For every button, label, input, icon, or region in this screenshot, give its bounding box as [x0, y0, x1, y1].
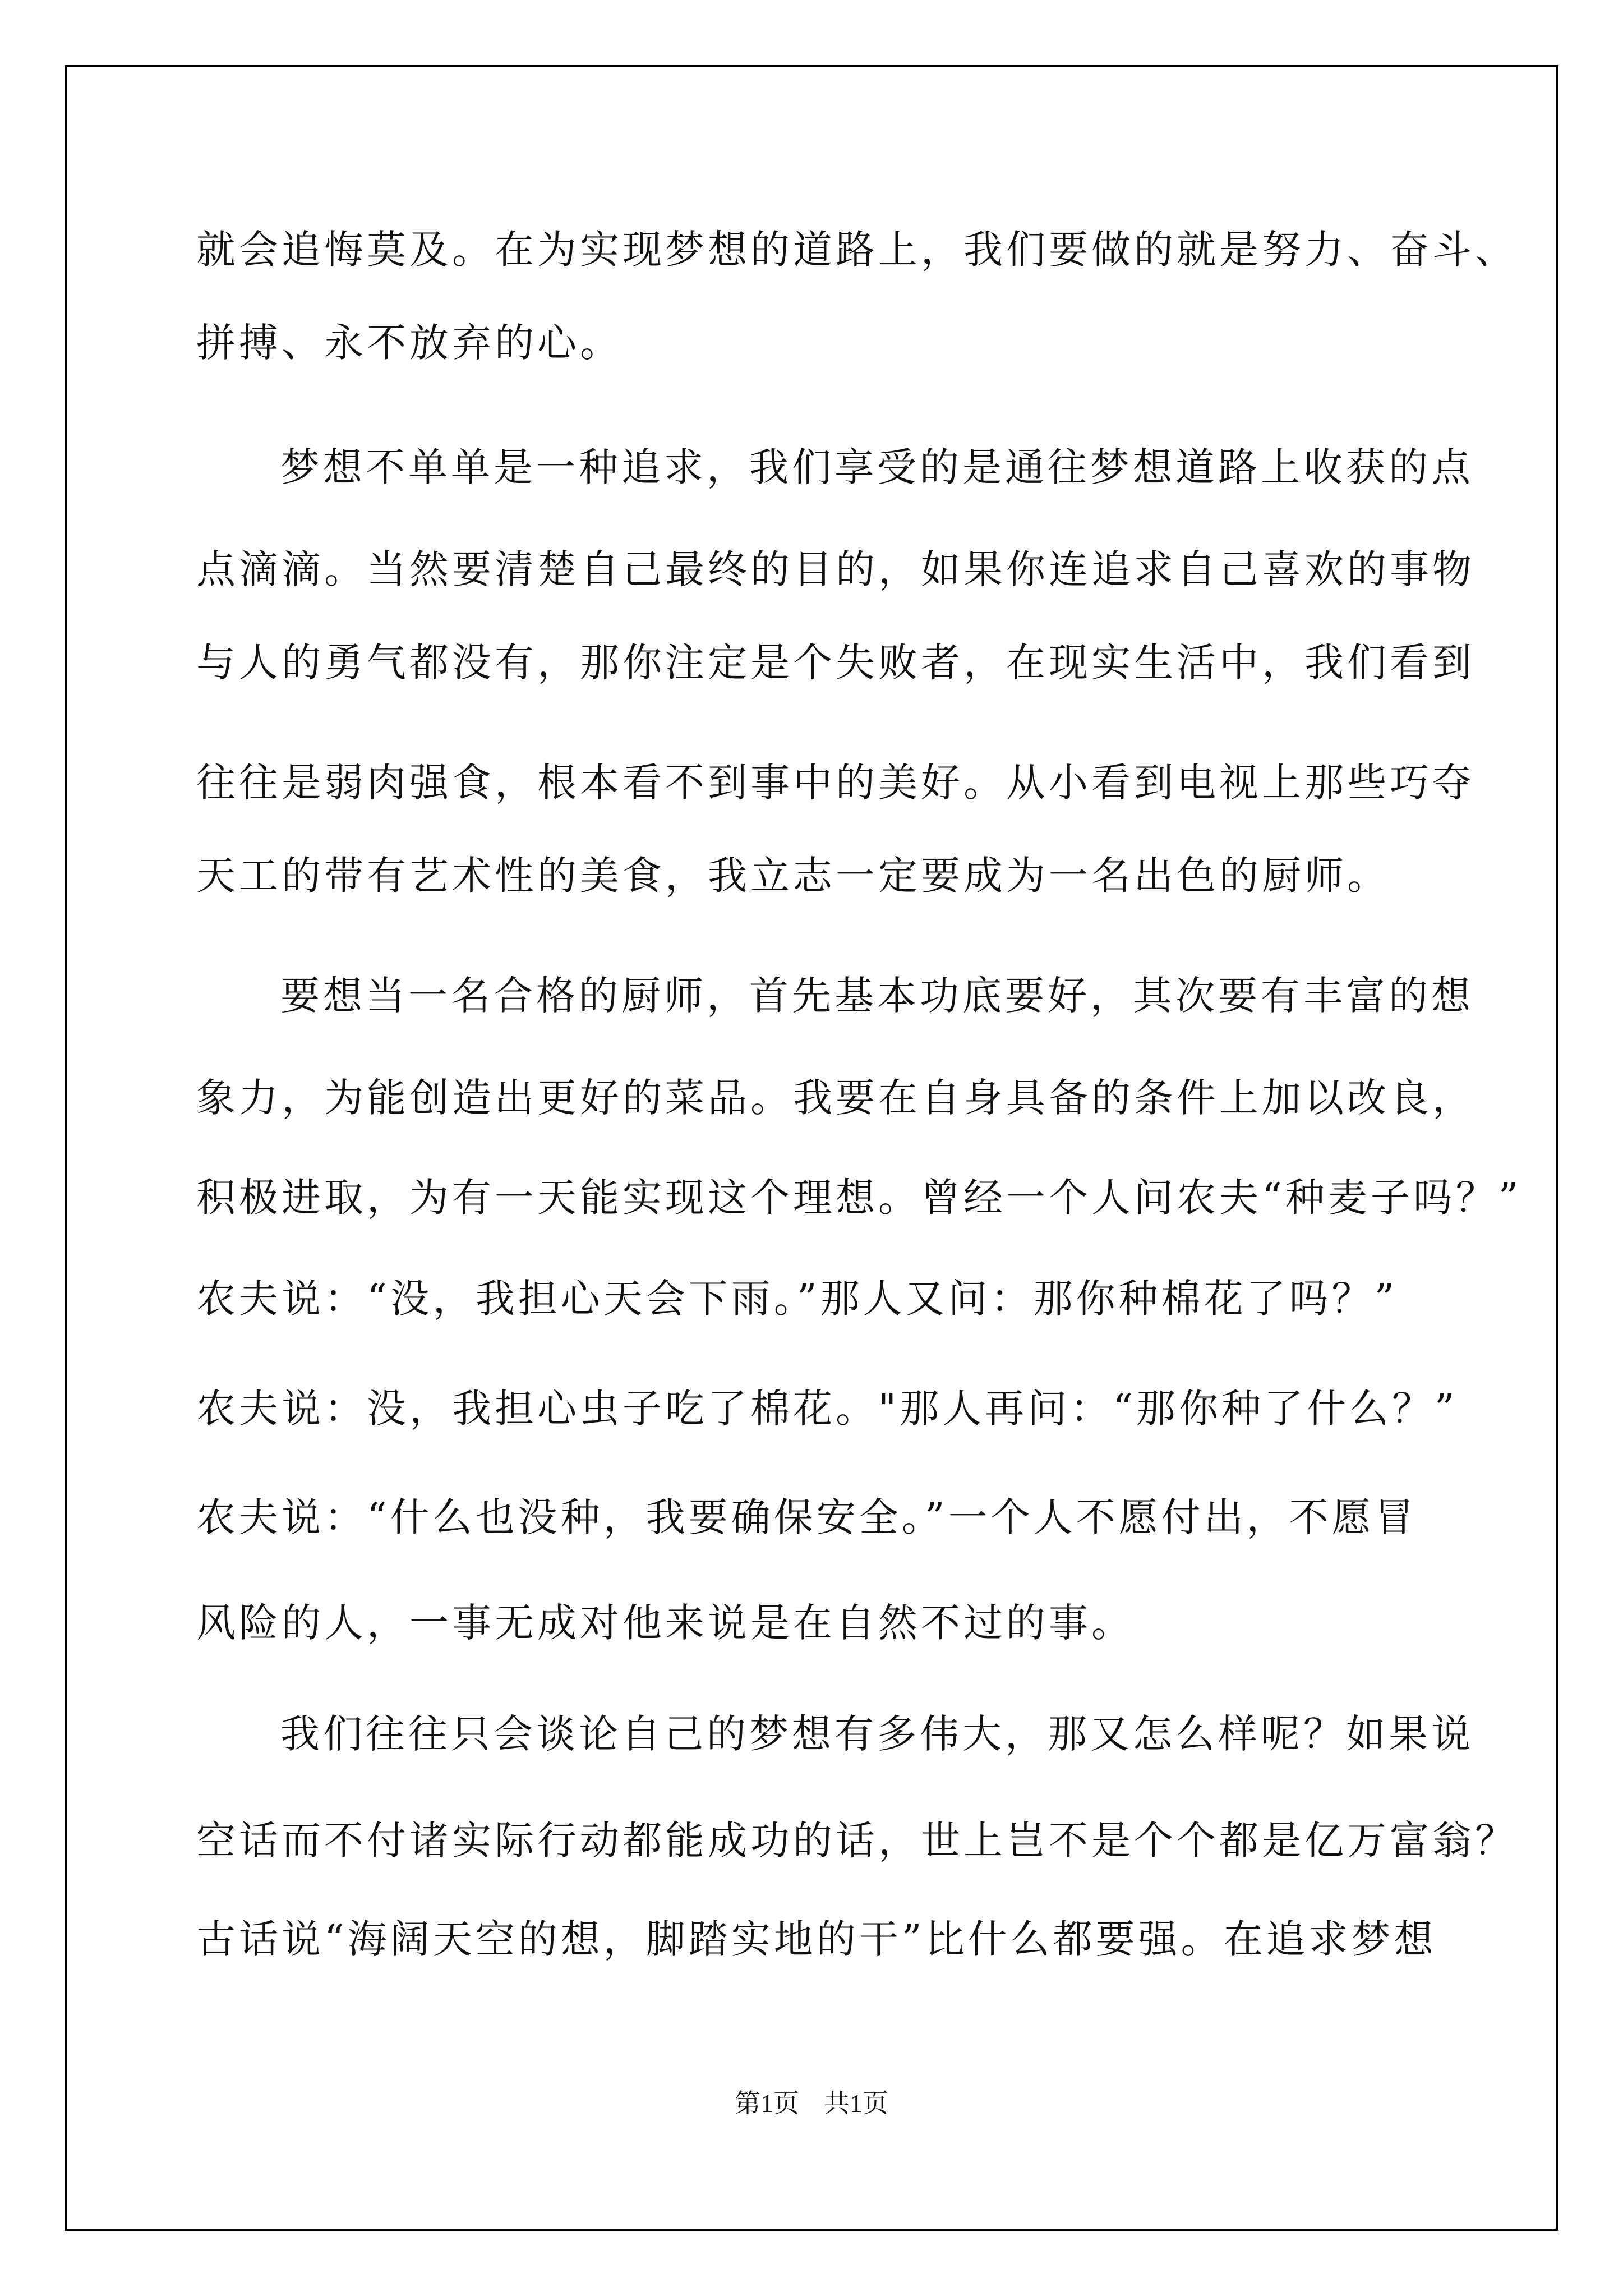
page-total: 共1页: [824, 2089, 888, 2118]
text-line: 天工的带有艺术性的美食，我立志一定要成为一名出色的厨师。: [196, 853, 1390, 899]
text-line: 农夫说：“没，我担心天会下雨。”那人又问：那你种棉花了吗？”: [196, 1276, 1398, 1322]
text-line: 往往是弱肉强食，根本看不到事中的美好。从小看到电视上那些巧夺: [196, 760, 1475, 806]
paragraph-first-line: 梦想不单单是一种追求，我们享受的是通往梦想道路上收获的点: [280, 444, 1474, 490]
page-number: 第1页: [735, 2089, 799, 2118]
text-line: 农夫说：“什么也没种，我要确保安全。”一个人不愿付出，不愿冒: [196, 1494, 1417, 1540]
page-frame: [65, 65, 1558, 2231]
text-line: 积极进取，为有一天能实现这个理想。曾经一个人问农夫“种麦子吗？”: [196, 1175, 1522, 1221]
text-line: 拼搏、永不放弃的心。: [196, 320, 623, 366]
paragraph-first-line: 要想当一名合格的厨师，首先基本功底要好，其次要有丰富的想: [280, 973, 1474, 1019]
text-line: 与人的勇气都没有，那你注定是个失败者，在现实生活中，我们看到: [196, 639, 1475, 685]
paragraph-first-line: 我们往往只会谈论自己的梦想有多伟大，那又怎么样呢？如果说: [280, 1711, 1474, 1757]
text-line: 古话说“海阔天空的想，脚踏实地的干”比什么都要强。在追求梦想: [196, 1916, 1437, 1962]
text-line: 象力，为能创造出更好的菜品。我要在自身具备的条件上加以改良，: [196, 1075, 1475, 1121]
text-line: 空话而不付诸实际行动都能成功的话，世上岂不是个个都是亿万富翁？: [196, 1818, 1518, 1864]
text-line: 点滴滴。当然要清楚自己最终的目的，如果你连追求自己喜欢的事物: [196, 546, 1475, 592]
page-footer: [0, 2087, 1623, 2120]
text-line: 就会追悔莫及。在为实现梦想的道路上，我们要做的就是努力、奋斗、: [196, 227, 1518, 273]
text-line: 农夫说：没，我担心虫子吃了棉花。"那人再问：“那你种了什么？”: [196, 1386, 1458, 1432]
text-line: 风险的人，一事无成对他来说是在自然不过的事。: [196, 1600, 1134, 1646]
